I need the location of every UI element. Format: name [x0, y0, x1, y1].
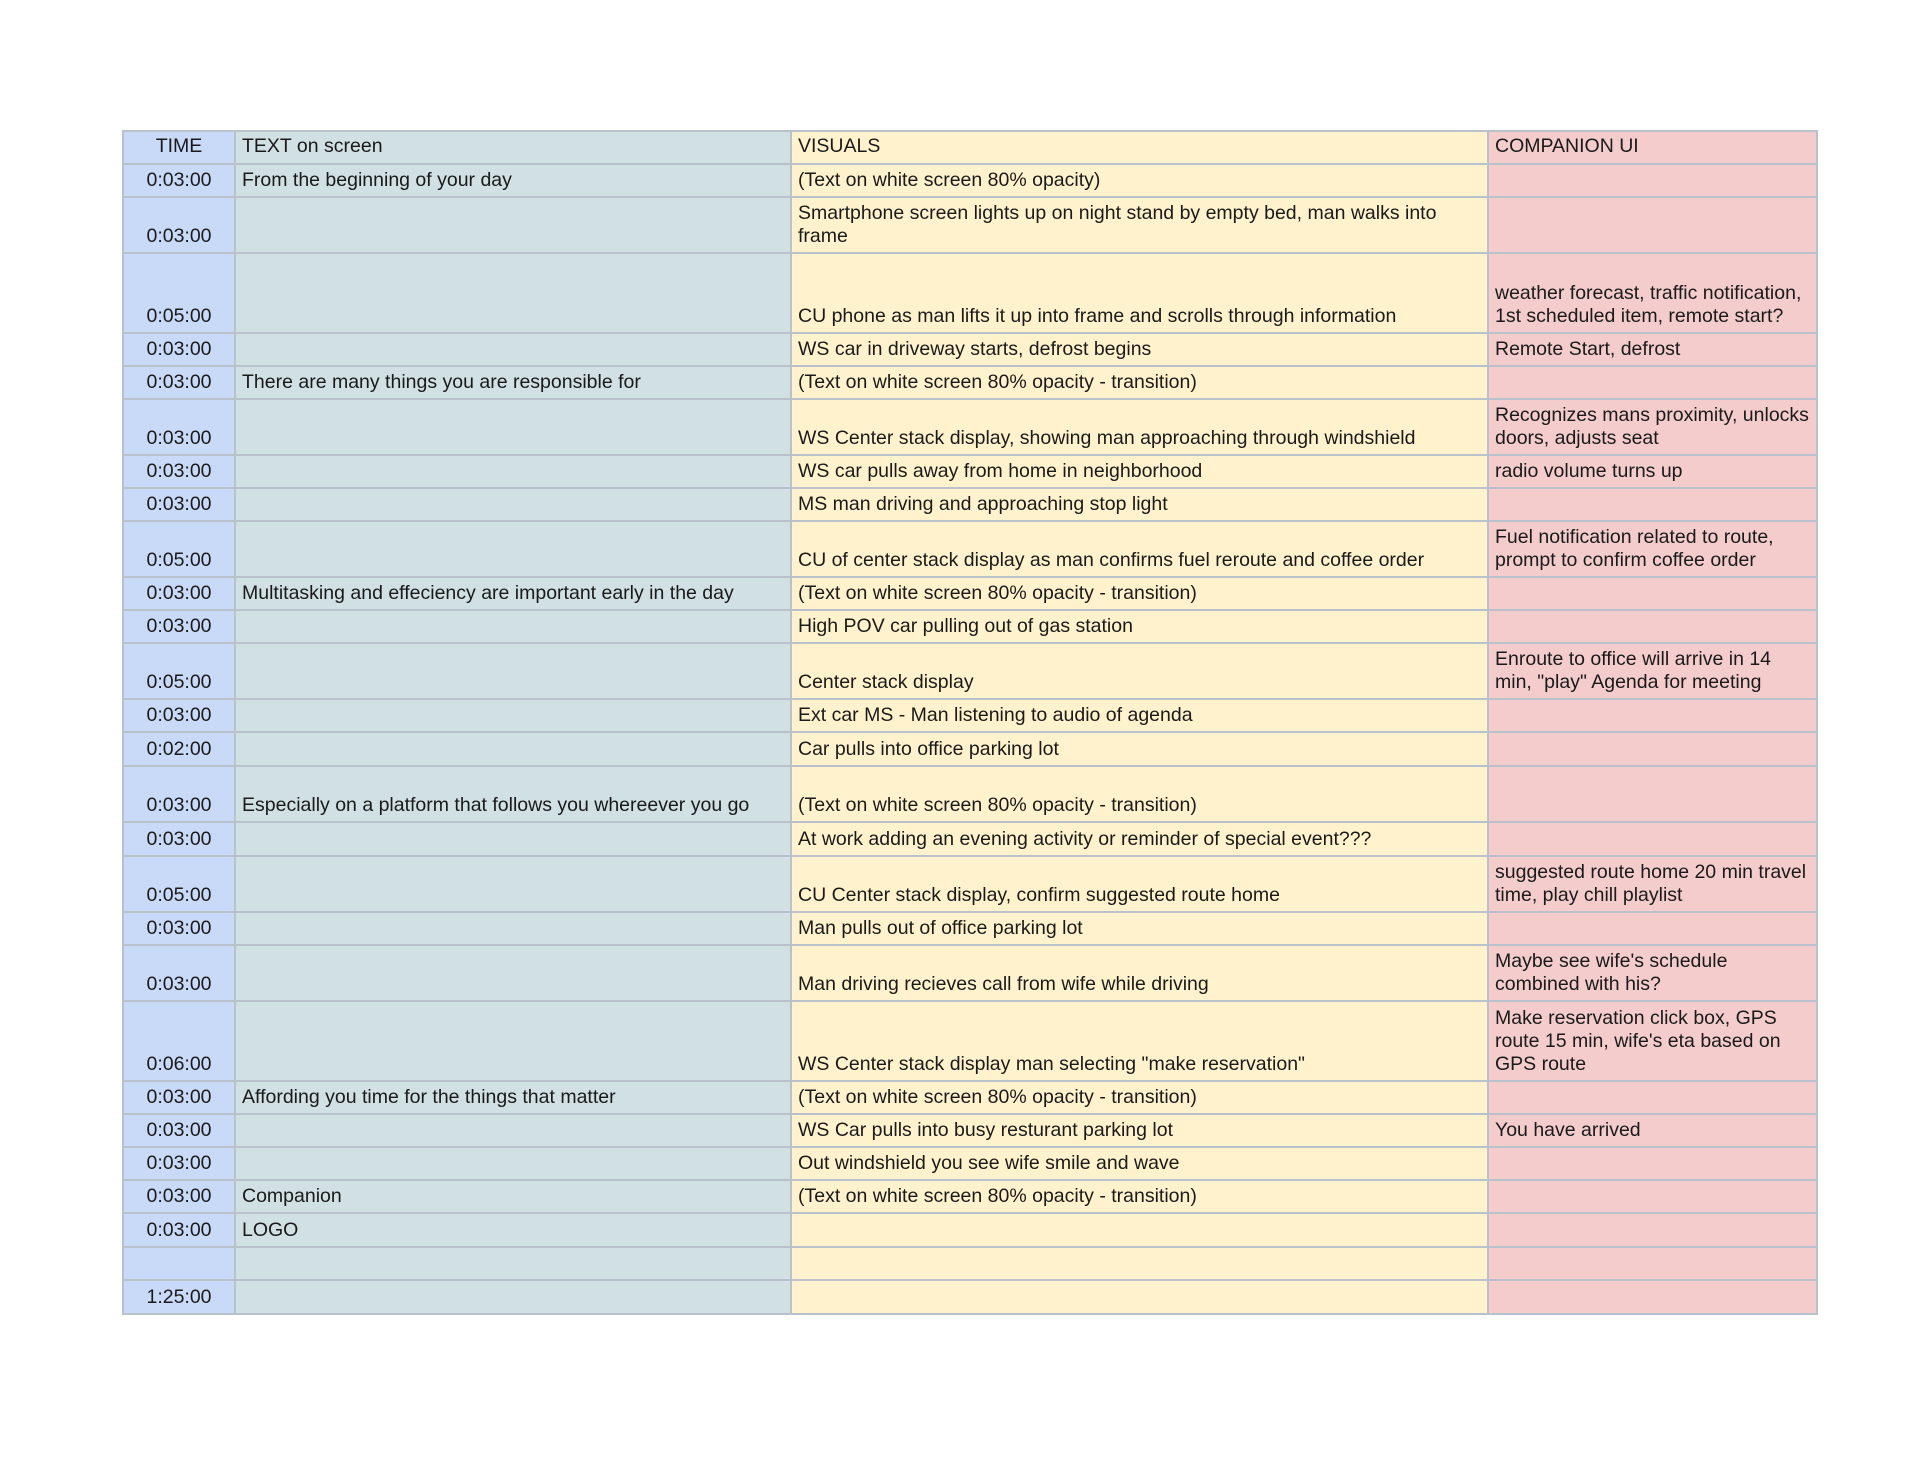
- table-row: [123, 699, 1817, 732]
- storyboard-table: [122, 130, 1818, 1315]
- cell-companion-ui: [1488, 1081, 1817, 1114]
- table-row: [123, 1001, 1817, 1081]
- cell-visuals: (Text on white screen 80% opacity): [791, 164, 1488, 197]
- cell-text-on-screen: [235, 253, 791, 333]
- cell-text-on-screen: [235, 856, 791, 912]
- cell-visuals: High POV car pulling out of gas station: [791, 610, 1488, 643]
- cell-companion-ui: [1488, 1213, 1817, 1247]
- cell-text-on-screen: [235, 643, 791, 699]
- table-row: [123, 399, 1817, 455]
- cell-time: 0:03:00: [123, 822, 235, 856]
- cell-text-on-screen: [235, 1114, 791, 1147]
- cell-companion-ui: [1488, 912, 1817, 945]
- header-visuals: VISUALS: [791, 131, 1488, 164]
- cell-companion-ui: suggested route home 20 min travel time, play chill playlist: [1488, 856, 1817, 912]
- cell-visuals: (Text on white screen 80% opacity - transition): [791, 366, 1488, 399]
- cell-text-on-screen: [235, 1280, 791, 1314]
- cell-text-on-screen: Companion: [235, 1180, 791, 1213]
- cell-time: 0:03:00: [123, 577, 235, 610]
- table-row: [123, 766, 1817, 822]
- cell-visuals: Center stack display: [791, 643, 1488, 699]
- cell-visuals: (Text on white screen 80% opacity - transition): [791, 766, 1488, 822]
- cell-text-on-screen: [235, 822, 791, 856]
- cell-visuals: Ext car MS - Man listening to audio of agenda: [791, 699, 1488, 732]
- table-row: [123, 1247, 1817, 1280]
- cell-time: 0:06:00: [123, 1001, 235, 1081]
- cell-time: 0:05:00: [123, 856, 235, 912]
- table-row: [123, 164, 1817, 197]
- cell-time: 0:03:00: [123, 455, 235, 488]
- cell-time: 0:03:00: [123, 1081, 235, 1114]
- cell-time: 0:03:00: [123, 333, 235, 366]
- cell-text-on-screen: [235, 521, 791, 577]
- cell-companion-ui: [1488, 1180, 1817, 1213]
- table-row: [123, 1213, 1817, 1247]
- cell-visuals: Man driving recieves call from wife while driving: [791, 945, 1488, 1001]
- cell-companion-ui: [1488, 699, 1817, 732]
- cell-visuals: WS car in driveway starts, defrost begins: [791, 333, 1488, 366]
- table-row: [123, 366, 1817, 399]
- cell-text-on-screen: [235, 699, 791, 732]
- cell-companion-ui: [1488, 1147, 1817, 1180]
- cell-time: 0:03:00: [123, 1147, 235, 1180]
- table-row: [123, 1081, 1817, 1114]
- cell-visuals: MS man driving and approaching stop light: [791, 488, 1488, 521]
- cell-text-on-screen: There are many things you are responsible for: [235, 366, 791, 399]
- cell-time: 0:05:00: [123, 253, 235, 333]
- cell-time: 0:03:00: [123, 399, 235, 455]
- table-row: [123, 610, 1817, 643]
- cell-companion-ui: You have arrived: [1488, 1114, 1817, 1147]
- cell-visuals: Smartphone screen lights up on night stand by empty bed, man walks into frame: [791, 197, 1488, 253]
- cell-visuals: (Text on white screen 80% opacity - transition): [791, 1180, 1488, 1213]
- cell-text-on-screen: [235, 1247, 791, 1280]
- cell-visuals: (Text on white screen 80% opacity - transition): [791, 577, 1488, 610]
- cell-text-on-screen: [235, 333, 791, 366]
- header-time: TIME: [123, 131, 235, 164]
- cell-text-on-screen: Especially on a platform that follows you whereever you go: [235, 766, 791, 822]
- cell-visuals: [791, 1247, 1488, 1280]
- cell-time: 0:03:00: [123, 1213, 235, 1247]
- cell-time: 0:02:00: [123, 732, 235, 766]
- cell-visuals: WS Center stack display, showing man approaching through windshield: [791, 399, 1488, 455]
- table-row: [123, 732, 1817, 766]
- cell-companion-ui: Remote Start, defrost: [1488, 333, 1817, 366]
- cell-visuals: [791, 1280, 1488, 1314]
- cell-companion-ui: [1488, 822, 1817, 856]
- cell-time: 0:03:00: [123, 912, 235, 945]
- cell-time: 0:03:00: [123, 610, 235, 643]
- cell-time: [123, 1247, 235, 1280]
- cell-visuals: Man pulls out of office parking lot: [791, 912, 1488, 945]
- cell-visuals: WS Car pulls into busy resturant parking lot: [791, 1114, 1488, 1147]
- cell-visuals: Out windshield you see wife smile and wave: [791, 1147, 1488, 1180]
- table-row: [123, 1147, 1817, 1180]
- cell-time: 0:03:00: [123, 366, 235, 399]
- cell-text-on-screen: [235, 945, 791, 1001]
- cell-visuals: [791, 1213, 1488, 1247]
- cell-visuals: At work adding an evening activity or reminder of special event???: [791, 822, 1488, 856]
- cell-companion-ui: Recognizes mans proximity, unlocks doors, adjusts seat: [1488, 399, 1817, 455]
- cell-text-on-screen: [235, 399, 791, 455]
- cell-time: 0:03:00: [123, 164, 235, 197]
- cell-companion-ui: [1488, 732, 1817, 766]
- cell-companion-ui: [1488, 488, 1817, 521]
- table-row: [123, 1280, 1817, 1314]
- cell-time: 0:03:00: [123, 1180, 235, 1213]
- cell-companion-ui: [1488, 366, 1817, 399]
- cell-visuals: WS car pulls away from home in neighborhood: [791, 455, 1488, 488]
- table-row: [123, 912, 1817, 945]
- table-row: [123, 455, 1817, 488]
- cell-text-on-screen: [235, 455, 791, 488]
- table-row: [123, 577, 1817, 610]
- table-row: [123, 1180, 1817, 1213]
- cell-time: 0:05:00: [123, 521, 235, 577]
- cell-companion-ui: [1488, 766, 1817, 822]
- cell-companion-ui: radio volume turns up: [1488, 455, 1817, 488]
- cell-text-on-screen: [235, 1001, 791, 1081]
- cell-text-on-screen: [235, 912, 791, 945]
- table-row: [123, 945, 1817, 1001]
- cell-text-on-screen: [235, 732, 791, 766]
- header-row: [123, 131, 1817, 164]
- cell-companion-ui: [1488, 577, 1817, 610]
- cell-visuals: CU phone as man lifts it up into frame and scrolls through information: [791, 253, 1488, 333]
- cell-text-on-screen: [235, 1147, 791, 1180]
- cell-visuals: CU of center stack display as man confirms fuel reroute and coffee order: [791, 521, 1488, 577]
- cell-companion-ui: [1488, 1247, 1817, 1280]
- cell-companion-ui: Fuel notification related to route, prompt to confirm coffee order: [1488, 521, 1817, 577]
- table-row: [123, 643, 1817, 699]
- cell-companion-ui: [1488, 1280, 1817, 1314]
- cell-companion-ui: Maybe see wife's schedule combined with his?: [1488, 945, 1817, 1001]
- cell-text-on-screen: From the beginning of your day: [235, 164, 791, 197]
- cell-time: 0:03:00: [123, 197, 235, 253]
- cell-text-on-screen: Affording you time for the things that matter: [235, 1081, 791, 1114]
- cell-text-on-screen: [235, 197, 791, 253]
- cell-visuals: Car pulls into office parking lot: [791, 732, 1488, 766]
- cell-text-on-screen: [235, 610, 791, 643]
- cell-companion-ui: weather forecast, traffic notification, 1st scheduled item, remote start?: [1488, 253, 1817, 333]
- cell-text-on-screen: Multitasking and effeciency are important early in the day: [235, 577, 791, 610]
- cell-text-on-screen: LOGO: [235, 1213, 791, 1247]
- cell-companion-ui: [1488, 197, 1817, 253]
- table-row: [123, 333, 1817, 366]
- table-row: [123, 822, 1817, 856]
- cell-visuals: CU Center stack display, confirm suggested route home: [791, 856, 1488, 912]
- cell-companion-ui: Make reservation click box, GPS route 15 min, wife's eta based on GPS route: [1488, 1001, 1817, 1081]
- cell-time: 0:03:00: [123, 945, 235, 1001]
- cell-time: 0:03:00: [123, 1114, 235, 1147]
- table-row: [123, 488, 1817, 521]
- cell-time: 0:03:00: [123, 699, 235, 732]
- table-row: [123, 521, 1817, 577]
- cell-text-on-screen: [235, 488, 791, 521]
- table-row: [123, 1114, 1817, 1147]
- cell-time: 0:03:00: [123, 488, 235, 521]
- table-body: [123, 131, 1817, 1314]
- table-row: [123, 253, 1817, 333]
- cell-time: 0:03:00: [123, 766, 235, 822]
- cell-visuals: (Text on white screen 80% opacity - transition): [791, 1081, 1488, 1114]
- table-row: [123, 197, 1817, 253]
- header-text-on-screen: TEXT on screen: [235, 131, 791, 164]
- cell-time: 1:25:00: [123, 1280, 235, 1314]
- cell-companion-ui: [1488, 610, 1817, 643]
- table-row: [123, 856, 1817, 912]
- cell-time: 0:05:00: [123, 643, 235, 699]
- header-companion-ui: COMPANION UI: [1488, 131, 1817, 164]
- cell-companion-ui: [1488, 164, 1817, 197]
- cell-visuals: WS Center stack display man selecting "make reservation": [791, 1001, 1488, 1081]
- cell-companion-ui: Enroute to office will arrive in 14 min, "play" Agenda for meeting: [1488, 643, 1817, 699]
